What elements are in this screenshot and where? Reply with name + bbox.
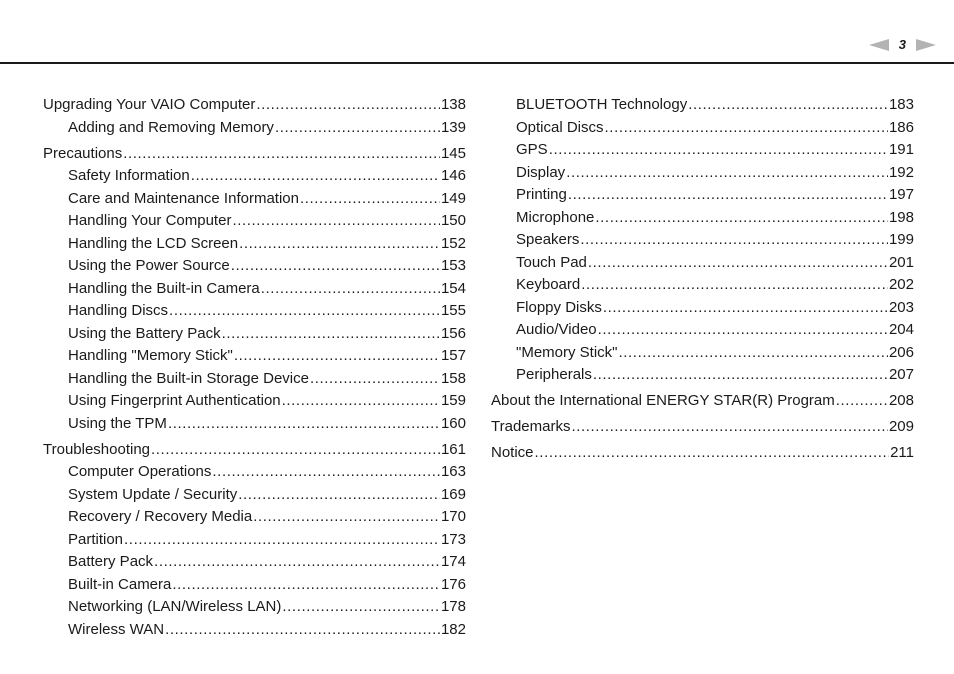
toc-entry-page: 156	[440, 324, 466, 342]
toc-dot-leader	[595, 207, 888, 230]
toc-dot-leader	[535, 442, 890, 465]
toc-entry[interactable]	[491, 342, 914, 365]
toc-entry[interactable]	[43, 484, 466, 507]
toc-dot-leader	[191, 165, 440, 188]
toc-entry-page: 161	[440, 440, 466, 458]
toc-dot-leader	[580, 229, 888, 252]
toc-entry-title: Handling the Built-in Storage Device	[68, 369, 309, 387]
toc-entry-title: Trademarks	[491, 418, 571, 435]
toc-entry[interactable]	[491, 117, 914, 140]
toc-entry-title: Display	[516, 163, 566, 181]
toc-entry[interactable]	[43, 233, 466, 256]
toc-dot-leader	[605, 117, 888, 140]
toc-entry-title: BLUETOOTH Technology	[516, 96, 688, 113]
toc-entry-page: 145	[440, 144, 466, 162]
toc-entry-title: Networking (LAN/Wireless LAN)	[68, 598, 282, 615]
toc-entry-page: 209	[888, 418, 914, 435]
toc-entry-title: Battery Pack	[68, 553, 154, 570]
toc-entry-page: 160	[440, 414, 466, 432]
toc-entry[interactable]	[43, 255, 466, 278]
toc-entry[interactable]	[491, 139, 914, 162]
toc-dot-leader	[598, 319, 888, 342]
toc-entry-page: 198	[888, 208, 914, 226]
toc-entry-page: 201	[888, 253, 914, 271]
toc-entry-title: Using the Power Source	[68, 257, 230, 274]
toc-entry-page: 183	[888, 96, 914, 113]
toc-dot-leader	[154, 551, 440, 574]
toc-entry[interactable]	[43, 323, 466, 346]
toc-entry-title: Upgrading Your VAIO Computer	[43, 96, 256, 113]
toc-dot-leader	[169, 300, 440, 323]
toc-dot-leader	[603, 297, 888, 320]
toc-entry-page: 159	[440, 392, 466, 409]
toc-entry-page: 186	[888, 118, 914, 136]
toc-entry-title: Care and Maintenance Information	[68, 189, 299, 207]
toc-entry-title: Using the TPM	[68, 414, 167, 432]
toc-dot-leader	[571, 416, 888, 439]
toc-entry-page: 149	[440, 189, 466, 207]
toc-entry[interactable]	[43, 596, 466, 619]
page-header	[0, 0, 954, 64]
toc-entry-title: Printing	[516, 186, 567, 203]
toc-entry[interactable]	[491, 297, 914, 320]
toc-dot-leader	[239, 233, 440, 256]
toc-entry-page: 158	[440, 369, 466, 387]
toc-entry-page: 174	[440, 553, 466, 570]
toc-entry-title: Handling "Memory Stick"	[68, 347, 233, 364]
toc-entry[interactable]	[491, 229, 914, 252]
toc-entry-title: About the International ENERGY STAR(R) Program	[491, 392, 835, 409]
toc-entry-title: Precautions	[43, 144, 123, 162]
toc-entry-page: 202	[888, 276, 914, 293]
toc-entry[interactable]	[43, 188, 466, 211]
toc-dot-leader	[234, 345, 440, 368]
toc-entry-title: Partition	[68, 530, 124, 548]
toc-entry-title: Floppy Disks	[516, 298, 602, 316]
toc-entry-page: 208	[888, 392, 914, 409]
toc-dot-leader	[123, 143, 440, 166]
toc-entry[interactable]	[43, 210, 466, 233]
page-navigation	[869, 36, 936, 54]
toc-entry-page: 178	[440, 598, 466, 615]
toc-entry-page: 152	[440, 234, 466, 252]
toc-entry-page: 155	[440, 302, 466, 319]
toc-entry[interactable]	[43, 506, 466, 529]
toc-dot-leader	[151, 439, 440, 462]
toc-entry-page: 197	[888, 186, 914, 203]
toc-entry[interactable]	[491, 390, 914, 413]
toc-entry[interactable]	[43, 529, 466, 552]
toc-entry-title: Notice	[491, 444, 534, 461]
toc-entry[interactable]	[43, 461, 466, 484]
toc-entry-title: System Update / Security	[68, 485, 238, 503]
toc-entry-title: GPS	[516, 141, 548, 158]
toc-entry-page: 138	[440, 96, 466, 113]
toc-entry-page: 206	[888, 343, 914, 361]
toc-entry-title: Audio/Video	[516, 321, 597, 338]
toc-entry-title: Troubleshooting	[43, 440, 151, 458]
toc-entry-title: Using the Battery Pack	[68, 324, 221, 342]
toc-entry-title: Handling Your Computer	[68, 212, 232, 229]
toc-column-right	[491, 94, 914, 465]
toc-dot-leader	[566, 162, 888, 185]
toc-dot-leader	[588, 252, 888, 275]
toc-entry-title: Safety Information	[68, 167, 190, 184]
toc-entry[interactable]	[43, 574, 466, 597]
toc-entry[interactable]	[43, 551, 466, 574]
toc-entry[interactable]	[43, 300, 466, 323]
toc-entry[interactable]	[491, 94, 914, 117]
toc-dot-leader	[256, 94, 440, 117]
toc-entry-title: Computer Operations	[68, 463, 212, 480]
toc-entry[interactable]	[43, 619, 466, 642]
page-number: 3	[898, 37, 906, 52]
toc-dot-leader	[581, 274, 888, 297]
toc-dot-leader	[222, 323, 440, 346]
toc-dot-leader	[310, 368, 440, 391]
toc-entry-page: 170	[440, 508, 466, 525]
toc-dot-leader	[261, 278, 440, 301]
toc-dot-leader	[549, 139, 888, 162]
toc-entry-title: Using Fingerprint Authentication	[68, 392, 281, 409]
toc-entry[interactable]	[43, 117, 466, 140]
toc-entry-page: 173	[440, 530, 466, 548]
toc-entry[interactable]	[43, 165, 466, 188]
toc-entry-page: 153	[440, 257, 466, 274]
toc-dot-leader	[282, 390, 440, 413]
previous-page-arrow-icon[interactable]	[869, 39, 889, 51]
toc-dot-leader	[568, 184, 888, 207]
toc-dot-leader	[238, 484, 440, 507]
toc-entry-page: 207	[888, 366, 914, 383]
toc-dot-leader	[836, 390, 888, 413]
toc-entry-title: Optical Discs	[516, 118, 604, 136]
toc-entry-title: "Memory Stick"	[516, 343, 618, 361]
toc-entry-title: Wireless WAN	[68, 620, 165, 638]
toc-entry-page: 192	[888, 163, 914, 181]
toc-entry-page: 154	[440, 279, 466, 297]
toc-entry[interactable]	[43, 439, 466, 462]
toc-entry[interactable]	[491, 319, 914, 342]
toc-dot-leader	[232, 210, 440, 233]
toc-entry-title: Handling Discs	[68, 302, 169, 319]
toc-dot-leader	[212, 461, 440, 484]
header-divider	[0, 62, 954, 64]
toc-entry-title: Built-in Camera	[68, 575, 172, 593]
toc-entry[interactable]	[491, 442, 914, 465]
toc-entry-title: Keyboard	[516, 276, 581, 293]
toc-entry[interactable]	[491, 207, 914, 230]
toc-entry[interactable]	[491, 274, 914, 297]
toc-entry-page: 203	[888, 298, 914, 316]
toc-entry-title: Adding and Removing Memory	[68, 118, 274, 136]
toc-entry[interactable]	[43, 390, 466, 413]
toc-dot-leader	[688, 94, 888, 117]
toc-entry[interactable]	[43, 368, 466, 391]
toc-entry-page: 157	[440, 347, 466, 364]
toc-entry-page: 163	[440, 463, 466, 480]
toc-dot-leader	[124, 529, 440, 552]
toc-dot-leader	[231, 255, 440, 278]
toc-entry[interactable]	[491, 184, 914, 207]
toc-dot-leader	[165, 619, 440, 642]
toc-dot-leader	[275, 117, 440, 140]
toc-entry-page: 182	[440, 620, 466, 638]
toc-entry-page: 176	[440, 575, 466, 593]
toc-entry[interactable]	[43, 143, 466, 166]
toc-dot-leader	[172, 574, 440, 597]
toc-dot-leader	[168, 413, 440, 436]
toc-entry[interactable]	[43, 278, 466, 301]
toc-dot-leader	[253, 506, 440, 529]
toc-entry-title: Handling the LCD Screen	[68, 234, 239, 252]
toc-entry-title: Recovery / Recovery Media	[68, 508, 253, 525]
toc-entry-title: Speakers	[516, 231, 580, 248]
toc-column-left	[43, 94, 466, 641]
toc-entry[interactable]	[43, 413, 466, 436]
toc-entry-title: Touch Pad	[516, 253, 587, 271]
toc-entry-page: 150	[440, 212, 466, 229]
toc-entry-title: Peripherals	[516, 366, 592, 383]
toc-entry[interactable]	[491, 364, 914, 387]
toc-entry-page: 139	[440, 118, 466, 136]
toc-entry-title: Microphone	[516, 208, 595, 226]
toc-entry-page: 191	[888, 141, 914, 158]
toc-dot-leader	[593, 364, 888, 387]
toc-entry[interactable]	[43, 345, 466, 368]
next-page-arrow-icon[interactable]	[916, 39, 936, 51]
toc-entry-page: 204	[888, 321, 914, 338]
toc-dot-leader	[619, 342, 888, 365]
toc-dot-leader	[300, 188, 440, 211]
toc-entry-page: 211	[890, 444, 914, 461]
toc-entry-page: 146	[440, 167, 466, 184]
toc-entry[interactable]	[43, 94, 466, 117]
toc-entry-page: 199	[888, 231, 914, 248]
toc-entry[interactable]	[491, 416, 914, 439]
toc-entry-title: Handling the Built-in Camera	[68, 279, 260, 297]
toc-entry[interactable]	[491, 252, 914, 275]
toc-dot-leader	[282, 596, 440, 619]
toc-entry[interactable]	[491, 162, 914, 185]
toc-entry-page: 169	[440, 485, 466, 503]
